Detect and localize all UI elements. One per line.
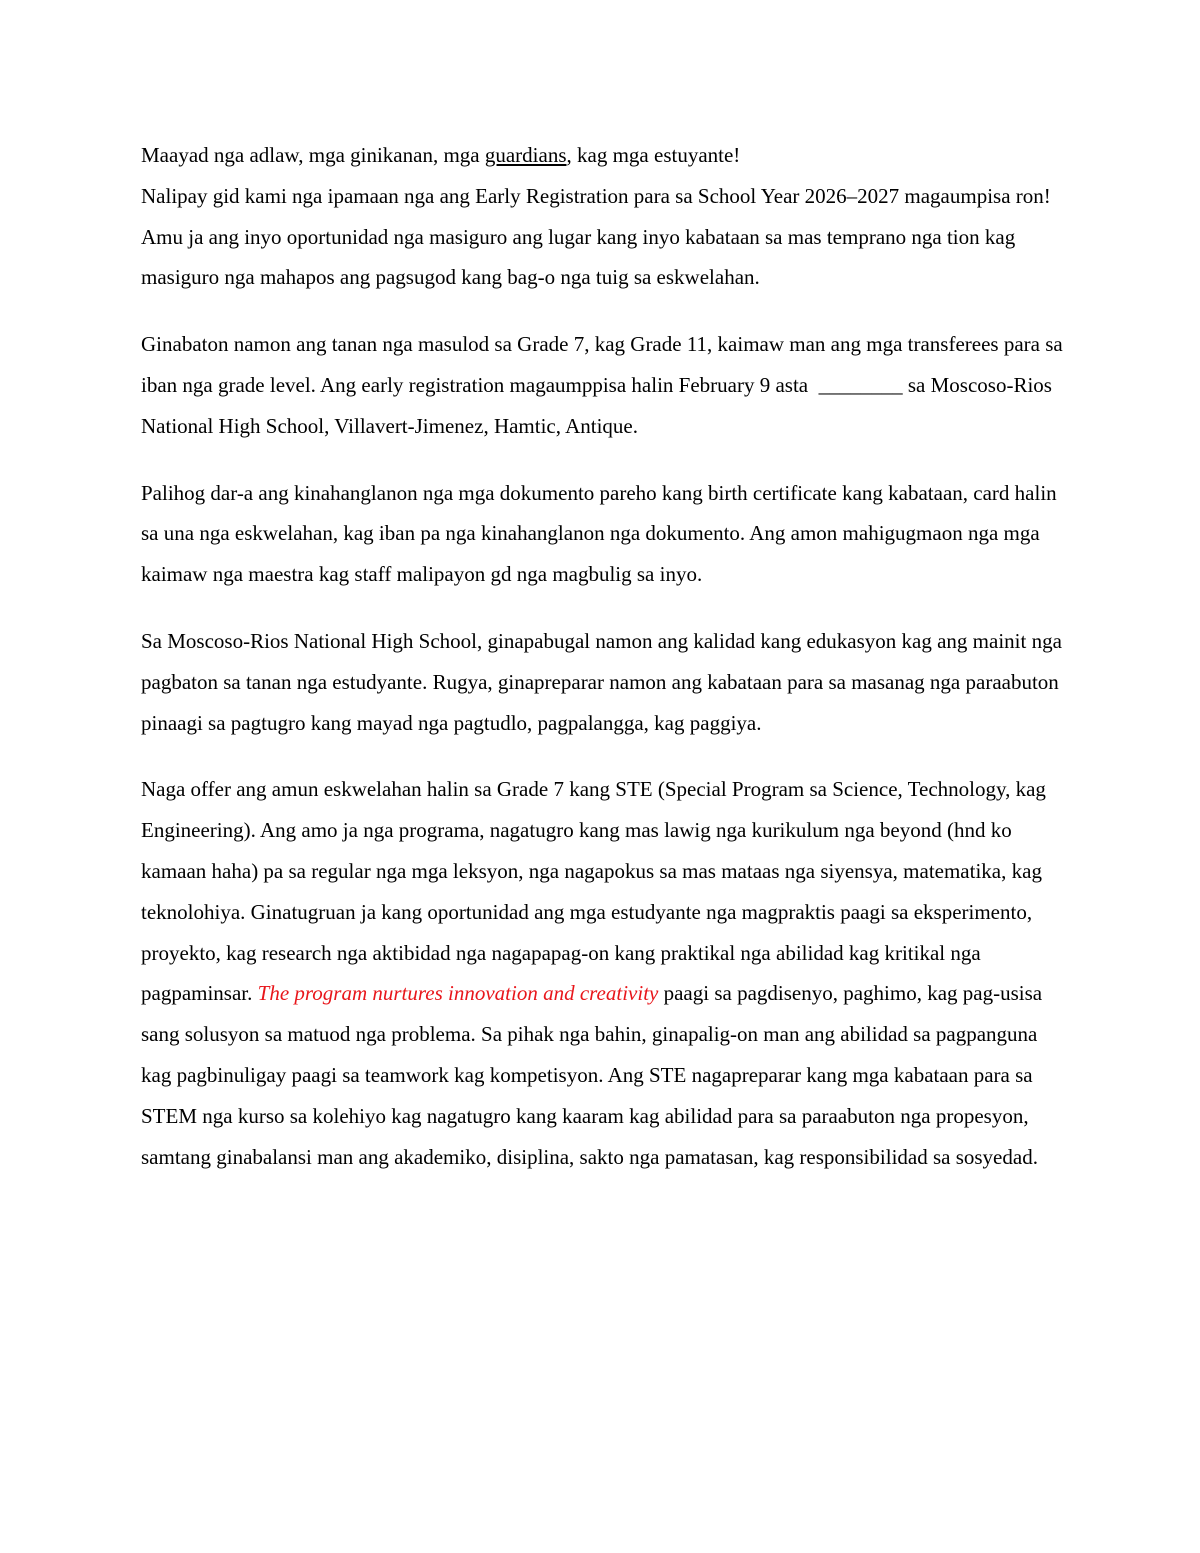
paragraph-grade-levels-text-after: sa Moscoso-Rios National High School, Villavert-Jimenez, Hamtic, Antique. [141, 372, 1052, 438]
paragraph-early-registration: Nalipay gid kami nga ipamaan nga ang Early Registration para sa School Year 2026–2027 magaumpisa ron! Amu ja ang inyo oportunidad nga masiguro ang lugar kang inyo kabataan sa mas temprano nga tion kag masiguro nga mahapos ang pagsugod kang bag-o nga tuig sa eskwelahan. [141, 183, 1051, 290]
paragraph-ste-program [141, 769, 1066, 1177]
paragraph-documents: Palihog dar-a ang kinahanglanon nga mga dokumento pareho kang birth certificate kang kabataan, card halin sa una nga eskwelahan, kag iban pa nga kinahanglanon nga dokumento. Ang amon mahigugmaon nga mga kaimaw nga maestra kag staff malipayon gd nga magbulig sa inyo. [141, 480, 1057, 587]
paragraph-ste-text-after: paagi sa pagdisenyo, paghimo, kag pag-usisa sang solusyon sa matuod nga problema. Sa pihak nga bahin, ginapalig-on man ang abilidad sa pagpanguna kag pagbinuligay paagi sa teamwork kag kompetisyon. Ang STE nagapreparar kang mga kabataan para sa STEM nga kurso sa kolehiyo kag nagatugro kang kaaram kag abilidad para sa paraabuton nga propesyon, samtang ginabalansi man ang akademiko, disiplina, sakto nga pamatasan, kag responsibilidad sa sosyedad. [141, 981, 1043, 1169]
greeting-underlined-word: guardians [484, 143, 567, 167]
paragraph-school-quality: Sa Moscoso-Rios National High School, ginapabugal namon ang kalidad kang edukasyon kag ang mainit nga pagbaton sa tanan nga estudyante. Rugya, ginapreparar namon ang kabataan para sa masanag nga paraabuton pinaagi sa pagtugro kang mayad nga pagtudlo, pagpalangga, kag paggiya. [141, 628, 1062, 735]
date-blank: ________ [818, 372, 903, 397]
paragraph-grade-levels-text-before: Ginabaton namon ang tanan nga masulod sa Grade 7, kag Grade 11, kaimaw man ang mga transferees para sa iban nga grade level. Ang early registration magaumppisa halin February 9 asta [141, 332, 1068, 397]
paragraph-grade-levels [141, 324, 1066, 446]
greeting-text-before: Maayad nga adlaw, mga ginikanan, mga [141, 143, 485, 167]
document-body [141, 135, 1066, 1177]
paragraph-ste-text-before: Naga offer ang amun eskwelahan halin sa Grade 7 kang STE (Special Program sa Science, Technology, kag Engineering). Ang amo ja nga programa, nagatugro kang mas lawig nga kurikulum nga beyond (hnd ko kamaan haha) pa sa regular nga mga leksyon, nga nagapokus sa mas mataas nga siyensya, matematika, kag teknolohiya. Ginatugruan ja kang oportunidad ang mga estudyante nga magpraktis paagi sa eksperimento, proyekto, kag research nga aktibidad nga nagapapag-on kang praktikal nga abilidad kag kritikal nga pagpaminsar. [141, 777, 1046, 1006]
greeting-line [141, 135, 1066, 176]
highlighted-phrase: The program nurtures innovation and creativity [257, 981, 659, 1006]
greeting-text-after: , kag mga estuyante! [566, 143, 741, 167]
